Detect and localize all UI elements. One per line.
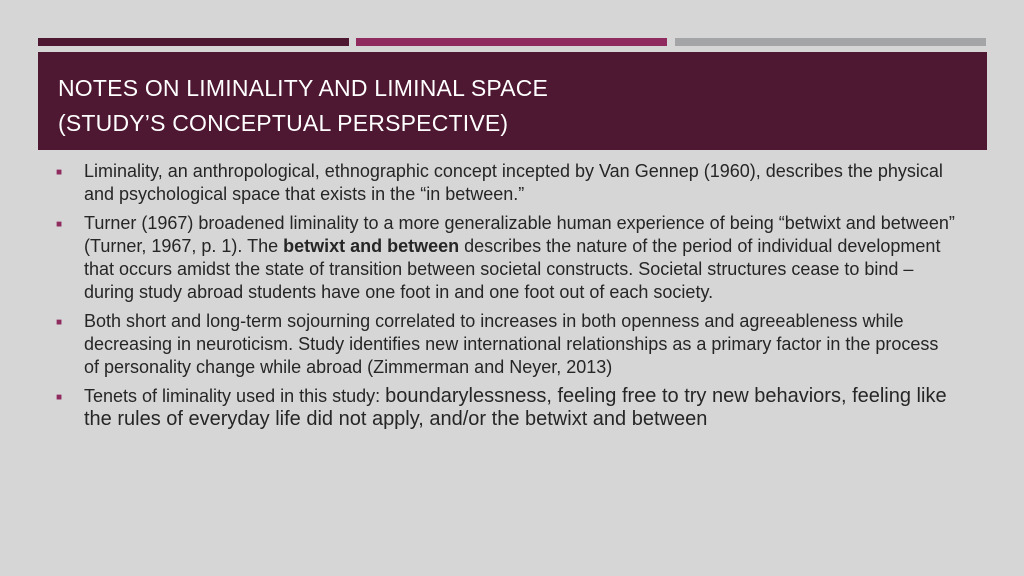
accent-stripe-dark [38,38,349,46]
bullet-text-emphasis: betwixt and between [283,236,460,256]
square-bullet-icon: ■ [56,219,63,230]
bullet-text [84,212,956,304]
bullet-item [56,385,956,431]
square-bullet-icon: ■ [56,167,63,178]
bullet-text-part: Turner (1967) broadened liminality to a more generalizable human experience of being “betwixt and between” (Turner, 1967, p. 1). The [84,213,955,256]
bullet-item [56,160,956,206]
bullet-text: Liminality, an anthropological, ethnographic concept incepted by Van Gennep (1960), describes the physical and psychological space that exists in the “in between.” [84,161,943,204]
slide-title-line-2: (STUDY’S CONCEPTUAL PERSPECTIVE) [58,110,509,136]
bullet-item [56,310,956,379]
slide-title-bar [38,52,987,150]
bullet-text-part: Tenets of liminality used in this study: [84,386,386,406]
slide-content [56,160,956,437]
square-bullet-icon: ■ [56,317,63,328]
bullet-text [84,385,956,431]
bullet-item [56,212,956,304]
accent-stripe-gray [675,38,986,46]
bullet-text-large: boundarylessness, feeling free to try new behaviors, feeling like the rules of everyday life did not apply, and/or the betwixt and between [84,385,947,430]
slide-title-line-1: NOTES ON LIMINALITY AND LIMINAL SPACE [58,75,549,101]
square-bullet-icon: ■ [56,392,63,403]
bullet-text-part: describes the nature of the period of individual development that occurs amidst the state of transition between societal constructs. Societal structures cease to bind – during study abroad students have one foot in and one foot out of each society. [84,236,941,302]
bullet-text: Both short and long-term sojourning correlated to increases in both openness and agreeableness while decreasing in neuroticism. Study identifies new international relationships as a primary factor in the process of personality change while abroad (Zimmerman and Neyer, 2013) [84,311,939,377]
accent-stripe-magenta [356,38,667,46]
